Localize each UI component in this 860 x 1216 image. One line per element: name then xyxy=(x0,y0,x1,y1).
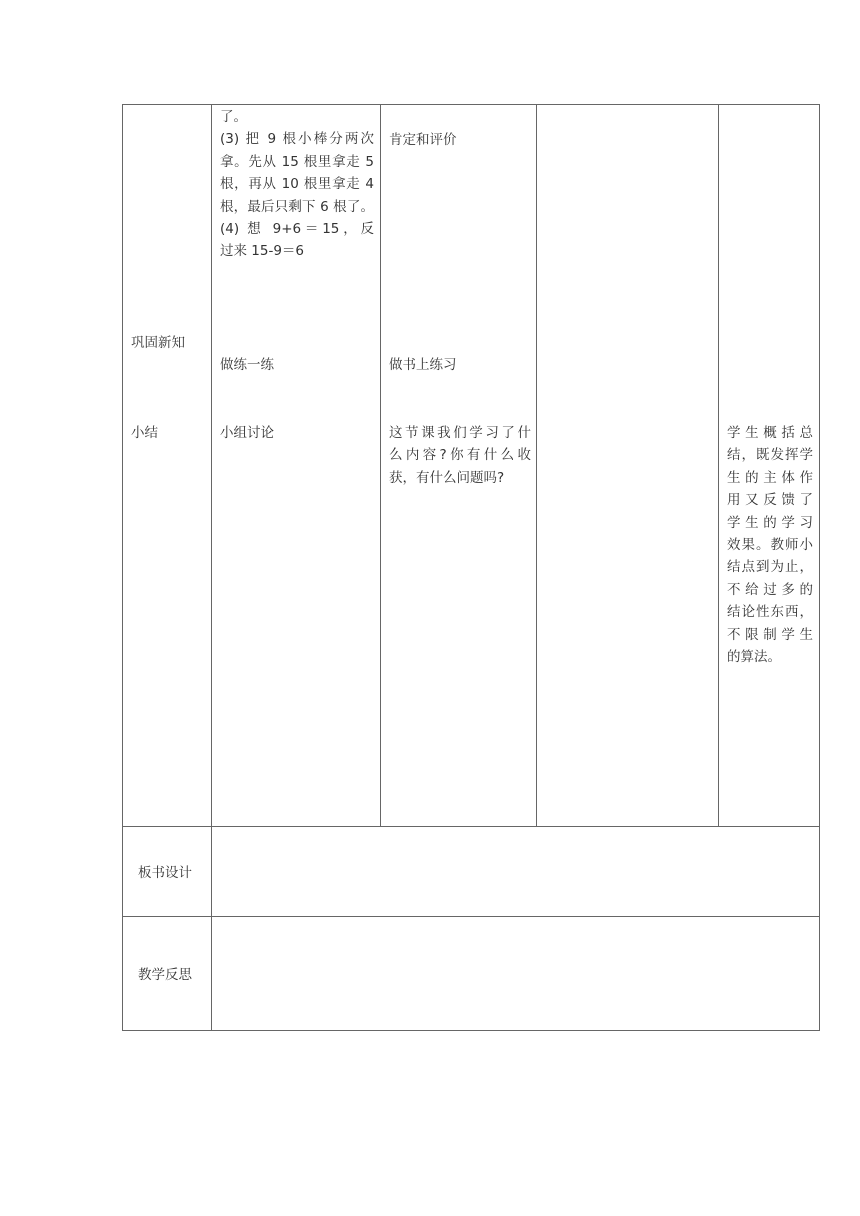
design-intent-line: 不限制学生 xyxy=(727,626,813,643)
table-border-right xyxy=(819,104,820,1031)
table-border-left xyxy=(122,104,123,1031)
design-intent-line: 的算法。 xyxy=(727,649,781,666)
teacher-summary-line: 么内容?你有什么收 xyxy=(389,447,531,464)
teacher-practice-text: 做书上练习 xyxy=(389,357,457,373)
steps-line: (4) 想 9+6＝15，反 xyxy=(220,221,374,238)
table-border-row2-bottom xyxy=(122,916,820,917)
design-intent-line: 结，既发挥学 xyxy=(727,447,813,464)
table-border-bottom xyxy=(122,1030,820,1031)
teacher-summary-line: 这节课我们学习了什 xyxy=(389,425,531,441)
design-intent-line: 用又反馈了 xyxy=(727,492,813,509)
steps-line: 根，再从 10 根里拿走 4 xyxy=(220,176,374,193)
table-border-row1-bottom xyxy=(122,826,820,827)
teacher-summary-line: 获，有什么问题吗? xyxy=(389,469,505,486)
design-intent-line: 学生的学习 xyxy=(727,514,813,531)
design-intent-text xyxy=(727,422,813,668)
board-design-label: 板书设计 xyxy=(138,865,192,881)
teaching-reflection-label: 教学反思 xyxy=(138,967,192,983)
table-border-col3 xyxy=(536,104,537,827)
stage-consolidate-label: 巩固新知 xyxy=(131,335,185,351)
design-intent-line: 不给过多的 xyxy=(727,581,813,598)
steps-line: 拿。先从 15 根里拿走 5 xyxy=(220,153,374,170)
steps-line: 了。 xyxy=(220,109,247,125)
activity-practice-text: 做练一练 xyxy=(220,357,274,373)
stage-summary-label: 小结 xyxy=(131,425,158,441)
steps-line: 根，最后只剩下 6 根了。 xyxy=(220,198,374,215)
design-intent-line: 效果。教师小 xyxy=(727,537,813,554)
design-intent-line: 学生概括总 xyxy=(727,425,813,441)
steps-cell-text xyxy=(220,106,374,263)
steps-line: 过来 15-9＝6 xyxy=(220,243,305,260)
table-border-top xyxy=(122,104,820,105)
table-border-col2 xyxy=(380,104,381,827)
design-intent-line: 结论性东西， xyxy=(727,604,813,621)
teacher-evaluation-text: 肯定和评价 xyxy=(389,132,457,148)
teacher-summary-question xyxy=(389,422,531,489)
design-intent-line: 生的主体作 xyxy=(727,469,813,486)
activity-group-discussion-text: 小组讨论 xyxy=(220,425,274,441)
table-border-col4 xyxy=(718,104,719,827)
table-border-col1 xyxy=(211,104,212,1031)
design-intent-line: 结点到为止， xyxy=(727,559,813,576)
steps-line: (3) 把 9 根小棒分两次 xyxy=(220,131,374,148)
